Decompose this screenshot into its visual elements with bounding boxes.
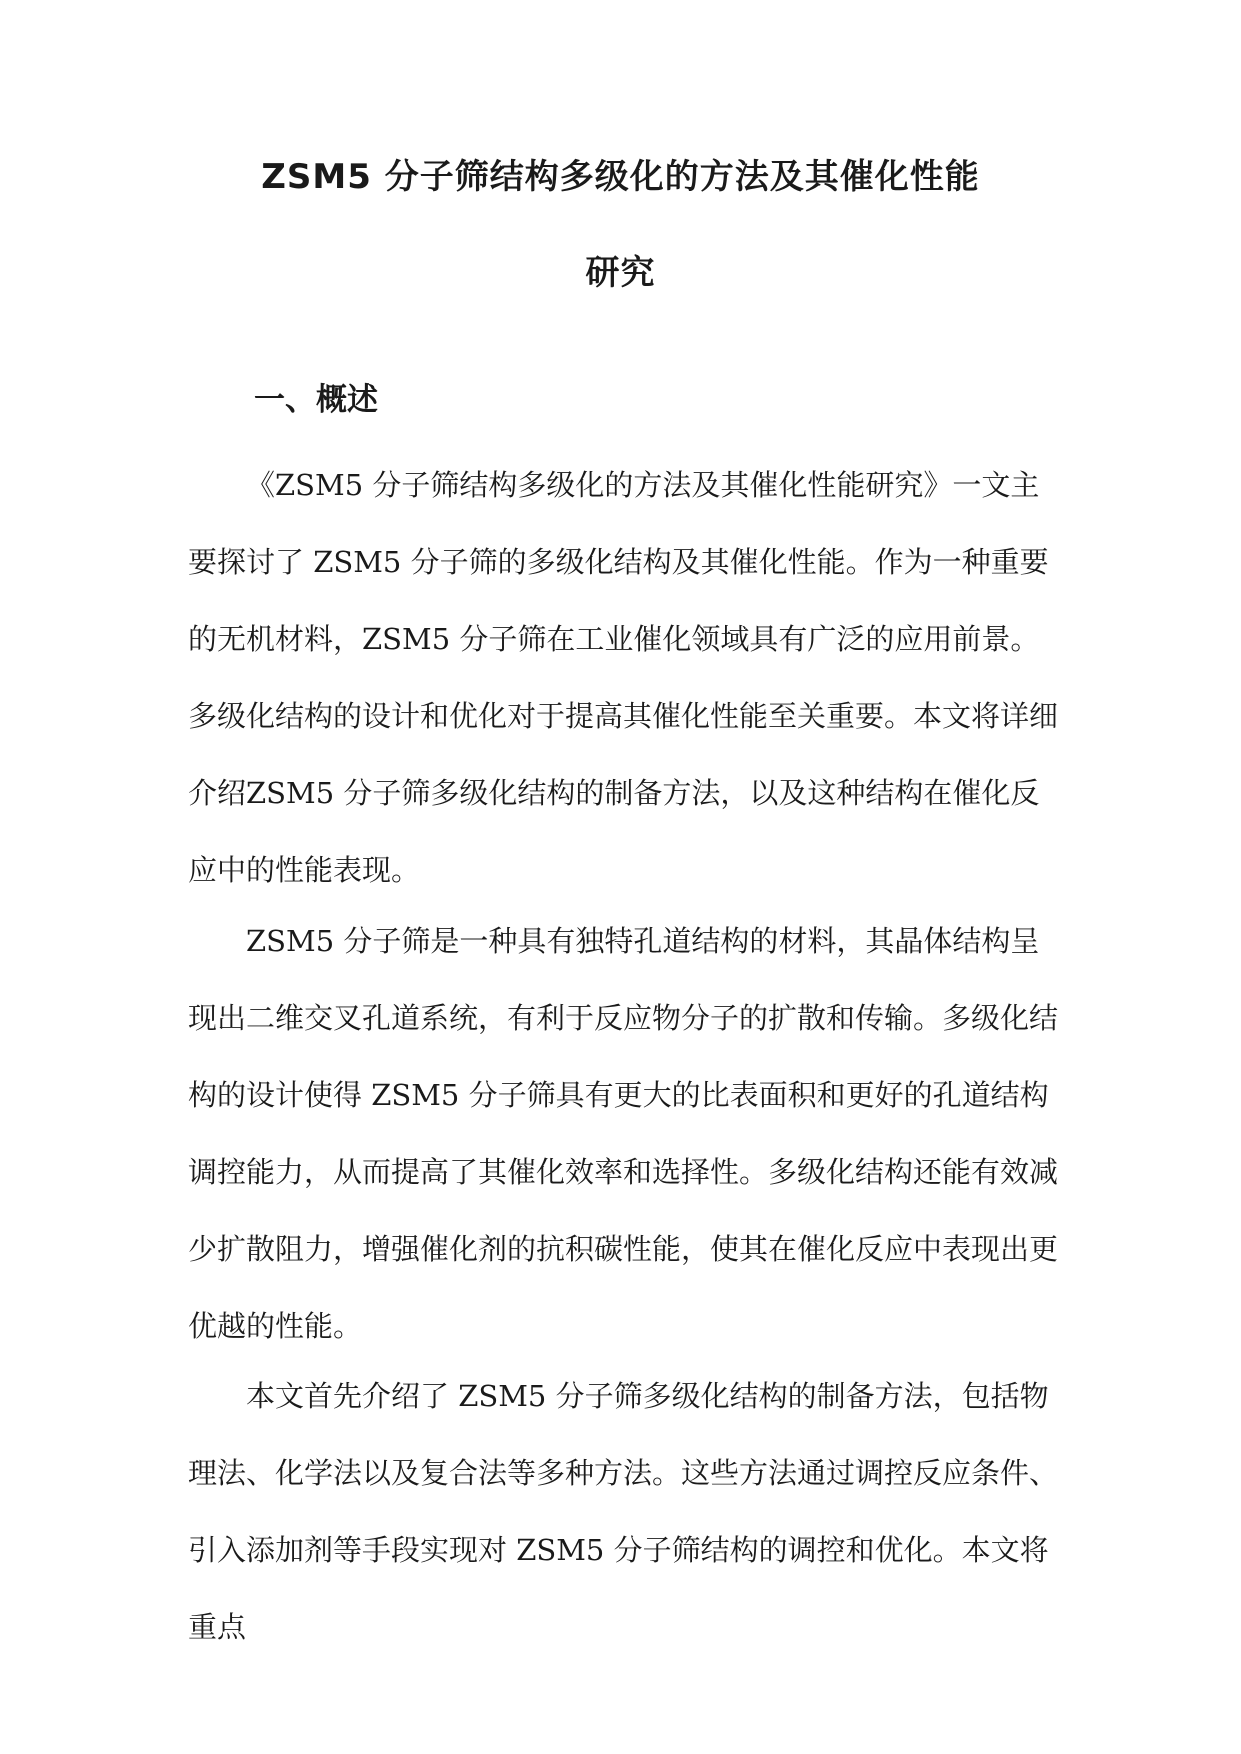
paragraph-3: 本文首先介绍了 ZSM5 分子筛多级化结构的制备方法，包括物理法、化学法以及复合法等多种方法。这些方法通过调控反应条件、引入添加剂等手段实现对 ZSM5 分子筛结构的调控和优化。本文将重点 — [188, 1379, 1059, 1644]
paragraph-2: ZSM5 分子筛是一种具有独特孔道结构的材料，其晶体结构呈现出二维交叉孔道系统，有利于反应物分子的扩散和传输。多级化结构的设计使得 ZSM5 分子筛具有更大的比表面积和更好的孔道结构调控能力，从而提高了其催化效率和选择性。多级化结构还能有效减少扩散阻力，增强催化剂的抗积碳性能，使其在催化反应中表现出更优越的性能。 — [188, 924, 1059, 1343]
document-title-line-1: ZSM5 分子筛结构多级化的方法及其催化性能 — [261, 157, 980, 197]
paragraph-1: 《ZSM5 分子筛结构多级化的方法及其催化性能研究》一文主要探讨了 ZSM5 分子筛的多级化结构及其催化性能。作为一种重要的无机材料，ZSM5 分子筛在工业催化领域具有广泛的应用前景。多级化结构的设计和优化对于提高其催化性能至关重要。本文将详细介绍ZSM5 分子筛多级化结构的制备方法，以及这种结构在催化反应中的性能表现。 — [188, 468, 1059, 887]
section-heading: 一、概述 — [254, 382, 378, 418]
document-title-line-2: 研究 — [585, 253, 656, 293]
